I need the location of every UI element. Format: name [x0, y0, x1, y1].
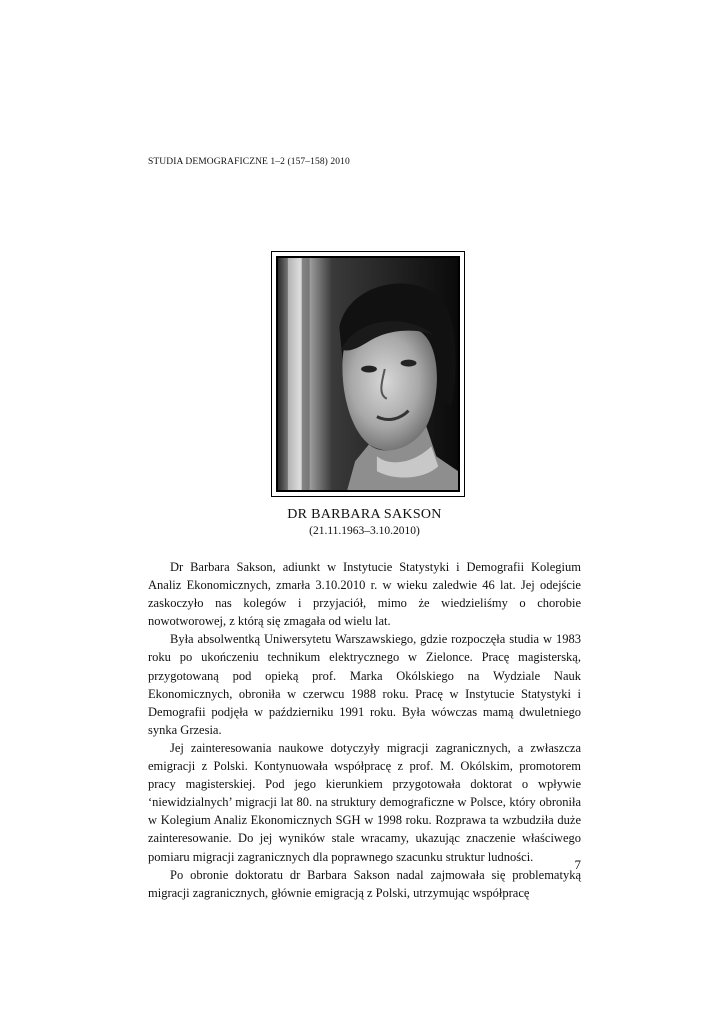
paragraph: Była absolwentką Uniwersytetu Warszawskiego, gdzie rozpoczęła studia w 1983 roku po ukończeniu technikum elektrycznego w Zielonce. Pracę magisterską, przygotowaną pod opieką prof. Marka Okólskiego na Wydziale Nauk Ekonomicznych, obroniła w czerwcu 1988 roku. Pracę w Instytucie Statystyki i Demografii podjęła w październiku 1991 roku. Była wówczas mamą dwuletniego synka Grzesia.: [148, 632, 581, 737]
paragraph: Jej zainteresowania naukowe dotyczyły migracji zagranicznych, a zwłaszcza emigracji z Polski. Kontynuowała współpracę z prof. M. Okólskim, promotorem pracy magisterskiej. Pod jego kierunkiem przygotowała doktorat o wpływie ‘niewidzialnych’ migracji lat 80. na struktury demograficzne w Polsce, który obroniła w Kolegium Analiz Ekonomicznych SGH w 1998 roku. Rozprawa ta wzbudziła duże zainteresowanie. Do jej wyników stale wracamy, ukazując znaczenie właściwego pomiaru migracji zagranicznych dla poprawnego szacunku struktur ludności.: [148, 740, 581, 864]
portrait-photo-icon: [276, 256, 460, 492]
obituary-dates: (21.11.1963–3.10.2010): [309, 525, 420, 537]
body-text: [148, 558, 581, 902]
obituary-name: DR BARBARA SAKSON: [287, 507, 442, 522]
portrait-frame: [271, 251, 465, 497]
page-number: 7: [574, 857, 581, 872]
running-head: STUDIA DEMOGRAFICZNE 1–2 (157–158) 2010: [148, 157, 350, 167]
paragraph: Po obronie doktoratu dr Barbara Sakson nadal zajmowała się problematyką migracji zagranicznych, głównie emigracją z Polski, utrzymując współpracę: [148, 867, 581, 900]
paragraph: Dr Barbara Sakson, adiunkt w Instytucie Statystyki i Demografii Kolegium Analiz Ekonomicznych, zmarła 3.10.2010 r. w wieku zaledwie 46 lat. Jej odejście zaskoczyło nas kolegów i przyjaciół, mimo że wiedzieliśmy o chorobie nowotworowej, z którą się zmagała od wielu lat.: [148, 560, 581, 629]
